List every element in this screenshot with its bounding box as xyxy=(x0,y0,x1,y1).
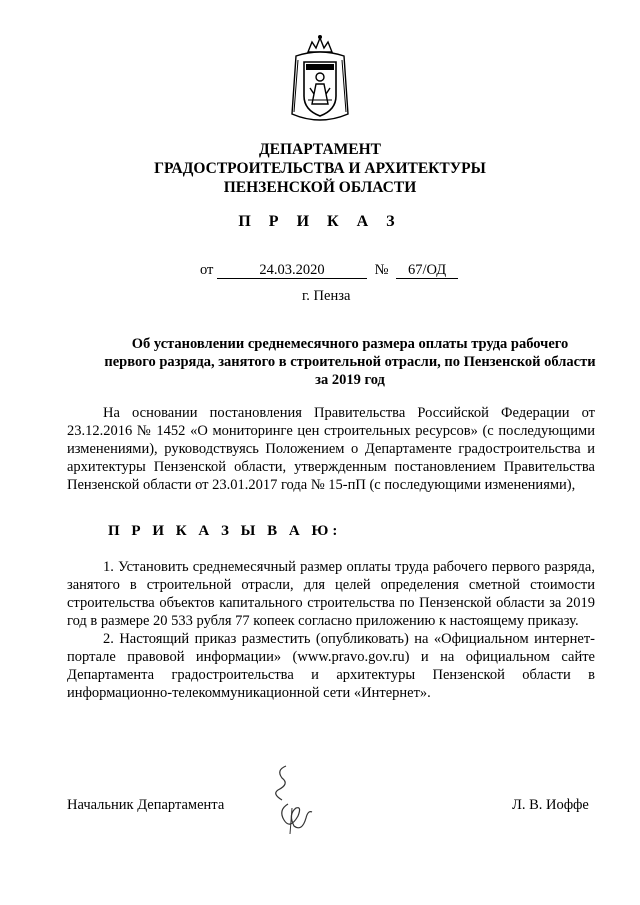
handwritten-signature xyxy=(268,760,328,840)
number-label: № xyxy=(374,262,389,278)
signer-name: Л. В. Иоффе xyxy=(512,797,589,813)
department-line-3: ПЕНЗЕНСКОЙ ОБЛАСТИ xyxy=(223,179,417,196)
preamble-paragraph: На основании постановления Правительства Российской Федерации от 23.12.2016 № 1452 «О мониторинге цен строительных ресурсов» (с последующими изменениями), руководствуясь Положением о Департаменте градостроительства и архитектуры Пензенской области, утвержденным постановлением Правительства Пензенской области от 23.01.2017 года № 15-пП (с последующими изменениями), xyxy=(67,405,595,493)
order-items xyxy=(67,558,595,702)
subject-line-1: Об установлении среднемесячного размера оплаты труда рабочего xyxy=(131,336,569,352)
document-number: 67/ОД xyxy=(396,262,458,279)
document-city: г. Пенза xyxy=(302,288,351,304)
from-label: от xyxy=(200,262,214,278)
order-word: П Р И К А З Ы В А Ю: xyxy=(108,523,342,539)
document-type-title: П Р И К А З xyxy=(238,213,402,230)
date-number-line xyxy=(200,262,460,279)
order-item-2: 2. Настоящий приказ разместить (опубликовать) на «Официальном интернет-портале правовой информации» (www.pravo.gov.ru) и на официальном сайте Департамента градостроительства и архитектуры Пензенской области в информационно-телекоммуникационной сети «Интернет». xyxy=(67,631,595,701)
subject-line-3: за 2019 год xyxy=(315,372,385,388)
department-line-1: ДЕПАРТАМЕНТ xyxy=(258,141,382,158)
preamble-block xyxy=(67,404,595,494)
department-heading xyxy=(0,140,640,197)
document-subject xyxy=(100,335,600,389)
signer-position: Начальник Департамента xyxy=(67,797,225,813)
subject-line-2: первого разряда, занятого в строительной отрасли, по Пензенской области xyxy=(104,354,596,370)
document-date: 24.03.2020 xyxy=(217,262,367,279)
order-item-1: 1. Установить среднемесячный размер оплаты труда рабочего первого разряда, занятого в строительной отрасли, для целей определения сметной стоимости строительства объектов капитального строительства по Пензенской области за 2019 год в размере 20 533 рубля 77 копеек согласно приложению к настоящему приказу. xyxy=(67,559,595,629)
department-line-2: ГРАДОСТРОИТЕЛЬСТВА И АРХИТЕКТУРЫ xyxy=(154,160,486,177)
coat-of-arms-emblem xyxy=(288,34,352,126)
